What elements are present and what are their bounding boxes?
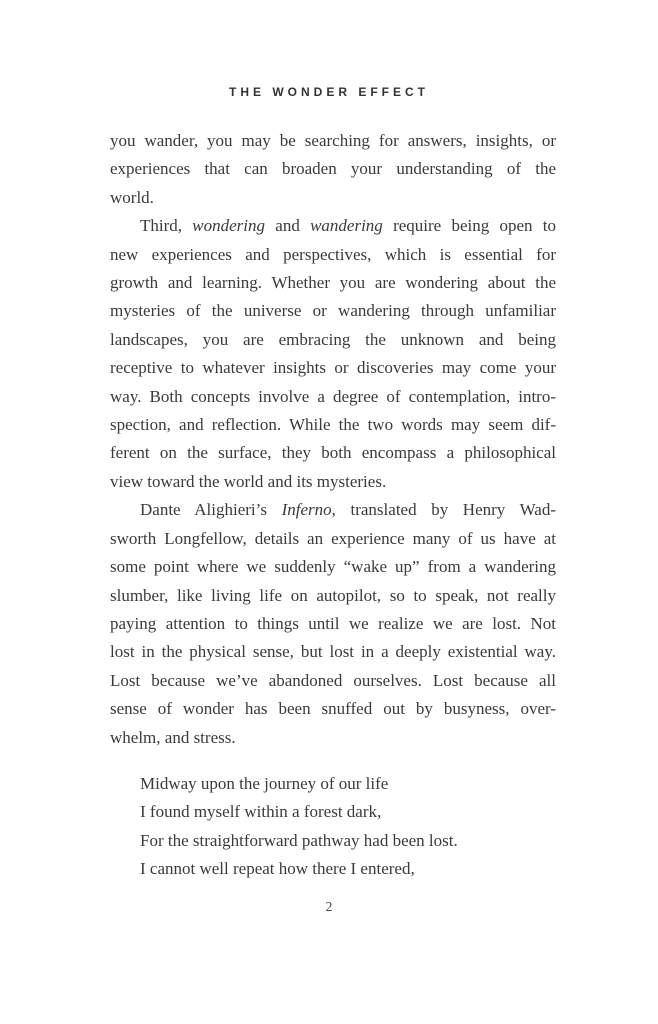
italic-text: Inferno	[281, 500, 332, 520]
text-segment: Third,	[140, 216, 193, 236]
running-head: THE WONDER EFFECT	[229, 85, 429, 99]
text-segment: Lost because we’ve abandoned ourselves. Lost because all	[110, 670, 556, 690]
text-line	[110, 553, 556, 581]
text-segment: Dante Alighieri’s	[140, 500, 282, 520]
text-line	[110, 297, 556, 325]
text-segment: sworth Longfellow, details an experience many of us have at	[110, 528, 556, 548]
text-segment: and	[265, 216, 311, 236]
text-line	[110, 638, 556, 666]
text-line	[110, 127, 556, 155]
text-segment: paying attention to things until we realize we are lost. Not	[110, 613, 556, 633]
text-line	[110, 582, 556, 610]
text-segment: receptive to whatever insights or discoveries may come your	[110, 358, 556, 378]
italic-text: wandering	[310, 216, 383, 236]
text-segment: sense of wonder has been snuffed out by busyness, over-	[110, 699, 556, 719]
text-line	[110, 354, 556, 382]
body-text	[110, 127, 556, 884]
text-segment: landscapes, you are embracing the unknown and being	[110, 329, 556, 349]
poem	[140, 770, 556, 884]
poem-line: For the straightforward pathway had been lost.	[140, 830, 458, 850]
paragraph	[110, 496, 556, 752]
text-line	[110, 326, 556, 354]
text-line	[110, 439, 556, 467]
text-segment: experiences that can broaden your understanding of the	[110, 159, 556, 179]
text-segment: lost in the physical sense, but lost in a deeply existential way.	[110, 642, 556, 662]
text-line	[110, 241, 556, 269]
text-line	[110, 155, 556, 183]
text-segment: new experiences and perspectives, which is essential for	[110, 244, 556, 264]
text-segment: slumber, like living life on autopilot, so to speak, not really	[110, 585, 556, 605]
text-segment: require being open to	[382, 216, 556, 236]
text-segment: growth and learning. Whether you are wondering about the	[110, 273, 556, 293]
text-line	[110, 724, 556, 752]
text-segment: you wander, you may be searching for answers, insights, or	[110, 131, 556, 150]
text-segment: way. Both concepts involve a degree of contemplation, intro-	[110, 386, 556, 406]
text-segment: mysteries of the universe or wandering through unfamiliar	[110, 301, 556, 321]
text-segment: some point where we suddenly “wake up” from a wandering	[110, 557, 556, 577]
text-line	[110, 269, 556, 297]
page-number: 2	[325, 899, 333, 914]
text-line	[110, 610, 556, 638]
text-segment: world.	[110, 187, 154, 207]
text-line	[110, 667, 556, 695]
text-line	[110, 383, 556, 411]
paragraph	[110, 212, 556, 496]
text-line	[110, 496, 556, 524]
poem-line: Midway upon the journey of our life	[140, 773, 389, 793]
text-line	[110, 525, 556, 553]
text-segment: view toward the world and its mysteries.	[110, 471, 387, 491]
text-line	[110, 695, 556, 723]
text-line	[110, 184, 556, 212]
poem-line: I cannot well repeat how there I entered,	[140, 859, 415, 879]
text-segment: ferent on the surface, they both encompass a philosophical	[110, 443, 556, 463]
poem-line: I found myself within a forest dark,	[140, 802, 382, 822]
text-segment: , translated by Henry Wad-	[331, 500, 556, 520]
text-line	[110, 411, 556, 439]
text-line	[110, 212, 556, 240]
text-line	[110, 468, 556, 496]
text-segment: spection, and reflection. While the two words may seem dif-	[110, 415, 556, 435]
paragraph	[110, 127, 556, 212]
italic-text: wondering	[192, 216, 266, 236]
text-segment: whelm, and stress.	[110, 727, 236, 747]
